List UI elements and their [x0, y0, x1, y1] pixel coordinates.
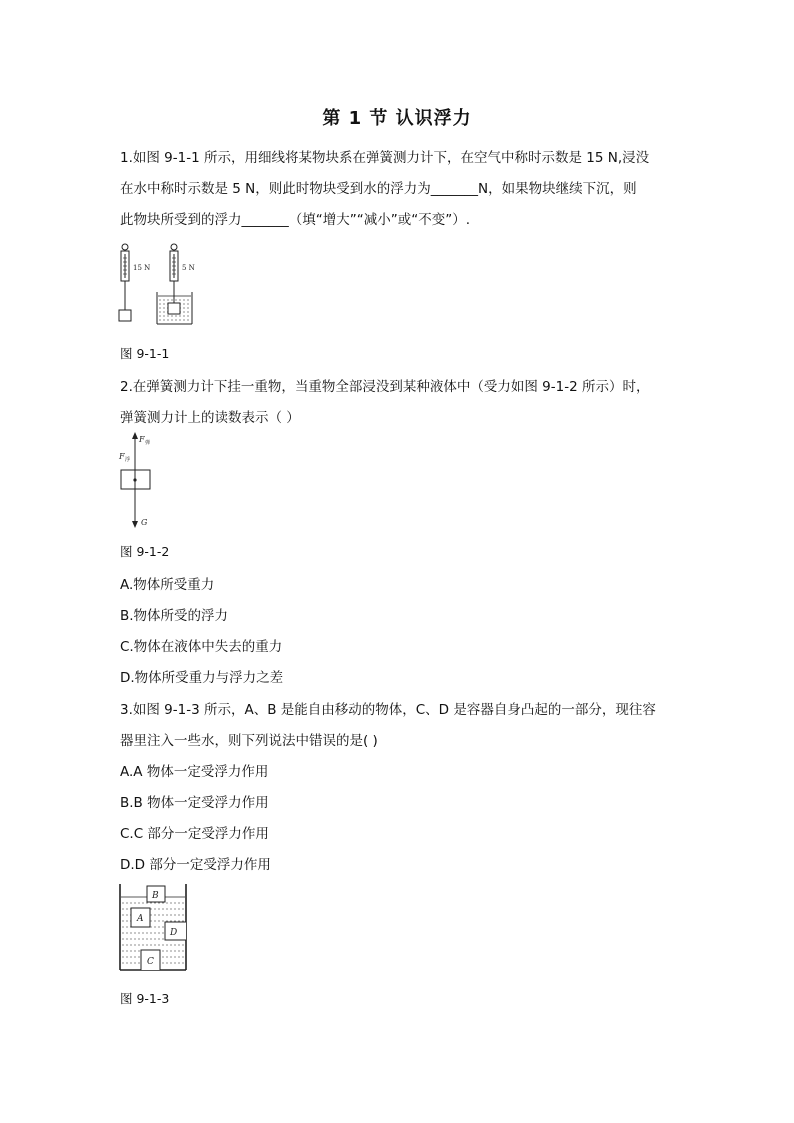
label-d: D	[170, 928, 178, 938]
q3-option-a: A.A 物体一定受浮力作用	[120, 764, 269, 780]
spring-scale-water	[170, 244, 178, 303]
q1-line-3: 此物块所受到的浮力_______（填“增大”“减小”或“不变”）.	[120, 212, 471, 228]
label-gravity: G	[141, 518, 148, 527]
arrow-up-icon	[132, 432, 138, 439]
q1-line-1: 1.如图 9-1-1 所示，用细线将某物块系在弹簧测力计下，在空气中称时示数是 15 N,浸没	[120, 150, 650, 166]
q2-option-d: D.物体所受重力与浮力之差	[120, 670, 284, 686]
label-a: A	[137, 914, 144, 924]
q2-option-a: A.物体所受重力	[120, 577, 215, 593]
spring-scale-air	[119, 244, 131, 321]
figure-9-1-3	[116, 880, 192, 974]
label-5N: 5 N	[182, 264, 195, 272]
block-in-water	[168, 303, 180, 314]
q3-line-2: 器里注入一些水，则下列说法中错误的是( )	[120, 733, 378, 749]
q2-option-c: C.物体在液体中失去的重力	[120, 639, 283, 655]
block-in-air	[119, 310, 131, 321]
label-f-spring-sub: 弹	[145, 440, 151, 446]
label-15N: 15 N	[133, 264, 151, 272]
figure-9-1-2	[112, 430, 172, 530]
label-f-spring: F	[139, 435, 145, 444]
label-c: C	[147, 957, 154, 967]
caption-fig-9-1-1: 图 9-1-1	[120, 346, 170, 361]
q2-option-b: B.物体所受的浮力	[120, 608, 229, 624]
q3-option-b: B.B 物体一定受浮力作用	[120, 795, 269, 811]
q3-option-c: C.C 部分一定受浮力作用	[120, 826, 269, 842]
caption-fig-9-1-2: 图 9-1-2	[120, 544, 170, 559]
q2-line-2: 弹簧测力计上的读数表示（ ）	[120, 410, 300, 426]
label-b: B	[152, 891, 159, 901]
q2-line-1: 2.在弹簧测力计下挂一重物，当重物全部浸没到某种液体中（受力如图 9-1-2 所示）时，	[120, 379, 650, 395]
q1-line-2: 在水中称时示数是 5 N，则此时物块受到水的浮力为_______N，如果物块继续下沉，则	[120, 181, 637, 197]
caption-fig-9-1-3: 图 9-1-3	[120, 991, 170, 1006]
label-f-buoyant: F	[119, 452, 125, 461]
page-title: 第 1 节 认识浮力	[322, 108, 472, 129]
label-f-buoyant-sub: 浮	[125, 457, 131, 463]
q3-option-d: D.D 部分一定受浮力作用	[120, 857, 271, 873]
q3-line-1: 3.如图 9-1-3 所示，A、B 是能自由移动的物体，C、D 是容器自身凸起的一部分，现往容	[120, 702, 656, 718]
arrow-down-icon	[132, 521, 138, 528]
figure-9-1-1	[112, 240, 212, 330]
